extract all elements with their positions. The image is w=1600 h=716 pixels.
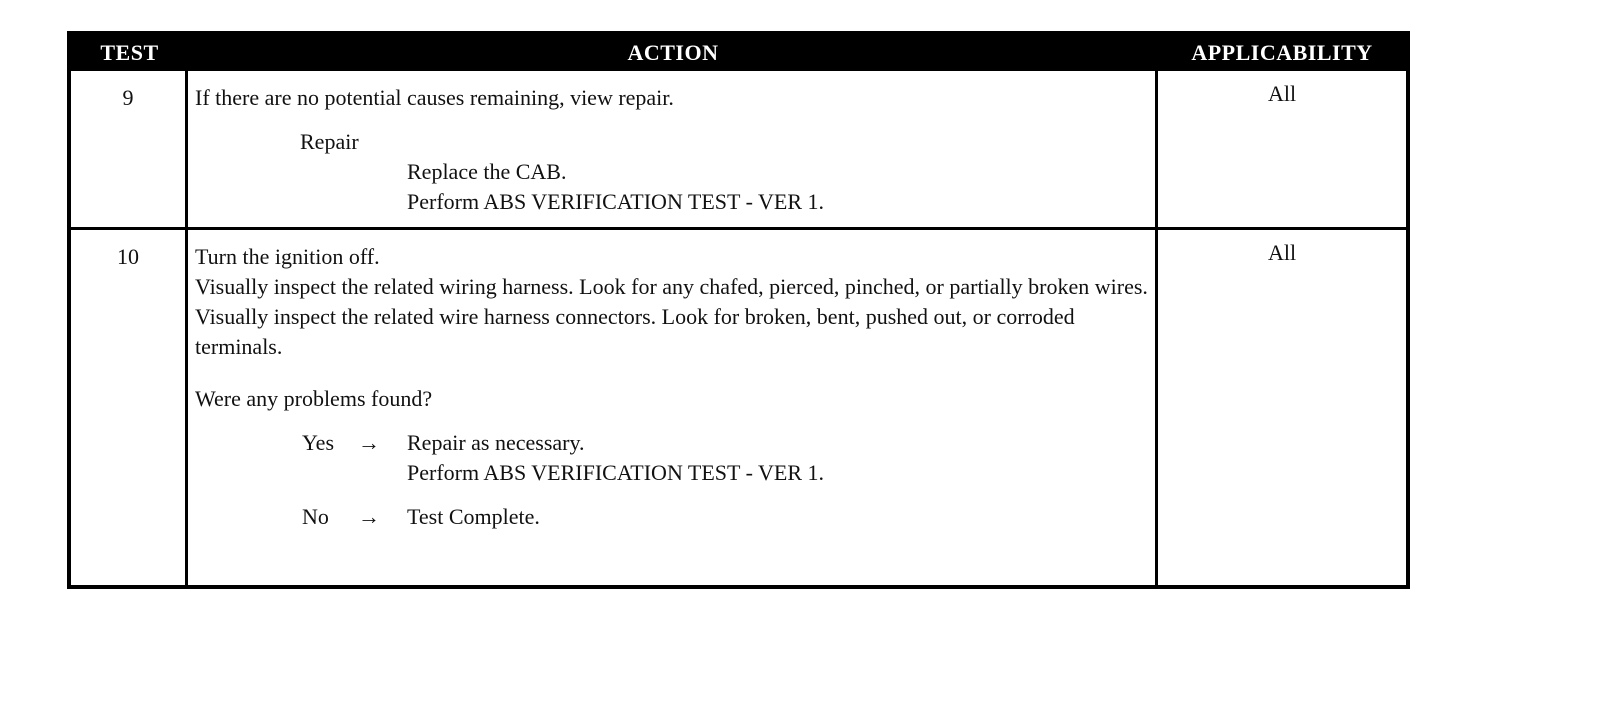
no-step: Test Complete. — [407, 504, 540, 529]
yes-step: Perform ABS VERIFICATION TEST - VER 1. — [407, 460, 825, 485]
action-text: Turn the ignition off. — [195, 244, 380, 269]
applicability-value: All — [1267, 240, 1297, 265]
no-label: No — [302, 504, 329, 529]
table-header-row — [71, 35, 1406, 71]
repair-label: Repair — [300, 129, 359, 154]
right-arrow-icon: → — [358, 504, 380, 529]
repair-step: Perform ABS VERIFICATION TEST - VER 1. — [407, 189, 825, 214]
header-test: TEST — [100, 40, 159, 65]
action-text: Visually inspect the related wiring harness. Look for any chafed, pierced, pinched, or partially broken wires. — [195, 274, 1148, 299]
action-cell — [188, 230, 1158, 585]
test-number: 9 — [71, 71, 188, 227]
applicability-value: All — [1267, 81, 1297, 106]
yes-step: Repair as necessary. — [407, 430, 585, 455]
action-text: Visually inspect the related wire harness connectors. Look for broken, bent, pushed out, or corroded terminals. — [195, 304, 1075, 359]
table-row-test-10 — [71, 227, 1406, 585]
yes-label: Yes — [302, 430, 335, 455]
right-arrow-icon: → — [358, 430, 380, 455]
action-cell — [188, 71, 1158, 227]
table-row-test-9 — [71, 71, 1406, 227]
yes-branch — [195, 428, 1149, 488]
test-number: 10 — [71, 230, 188, 585]
no-branch — [195, 502, 1149, 532]
header-action: ACTION — [627, 40, 719, 65]
question-text: Were any problems found? — [195, 386, 433, 411]
diagnostic-procedure-table — [67, 31, 1410, 589]
action-text: If there are no potential causes remaining, view repair. — [195, 85, 674, 110]
repair-step: Replace the CAB. — [407, 159, 567, 184]
header-applicability: APPLICABILITY — [1191, 40, 1373, 65]
